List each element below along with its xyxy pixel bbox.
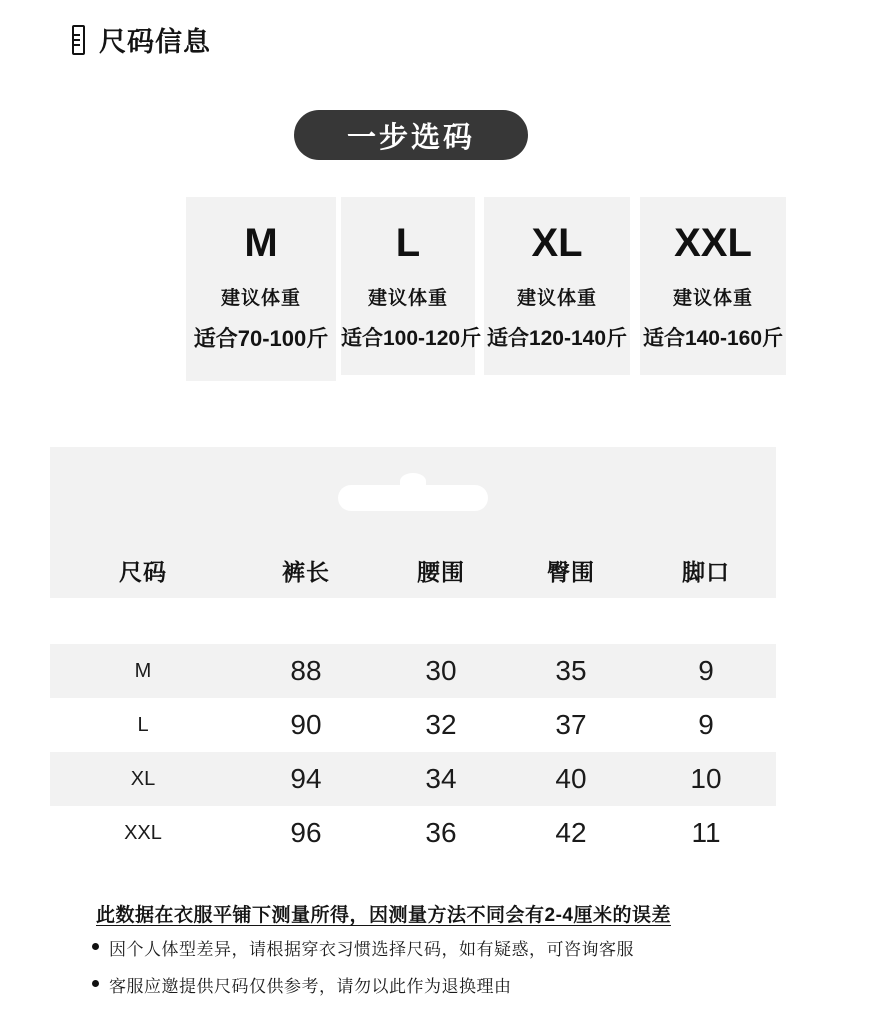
size-card-recommend-label: 建议体重: [367, 288, 448, 309]
page-header: [72, 20, 211, 59]
cell-waist: 30: [425, 655, 457, 686]
ruler-icon: [72, 25, 85, 55]
list-item: [92, 935, 792, 960]
banner-label: 一步选码: [346, 121, 475, 154]
list-item: [92, 972, 792, 997]
size-card-m[interactable]: [186, 197, 336, 381]
cell-hip: 40: [555, 763, 587, 794]
size-card-xxl[interactable]: [640, 197, 786, 375]
cell-size: XXL: [124, 821, 162, 844]
table-row: [50, 698, 776, 752]
size-card-code: L: [395, 221, 421, 265]
bullet-dot-icon: [92, 943, 99, 950]
cell-waist: 36: [425, 817, 457, 848]
size-card-weight-range: 适合140-160斤: [642, 327, 784, 350]
size-card-recommend-label: 建议体重: [672, 288, 753, 309]
size-card-code: XL: [531, 221, 583, 265]
cell-size: XL: [130, 767, 156, 790]
size-card-recommend-label: 建议体重: [516, 288, 597, 309]
table-spacer: [50, 598, 776, 644]
size-card-code: M: [244, 221, 278, 265]
column-header-waist: 腰围: [417, 558, 465, 585]
cell-hip: 37: [555, 709, 587, 740]
hanger-tag-graphic: [50, 447, 776, 542]
size-card-l[interactable]: [341, 197, 482, 375]
cell-cuff: 11: [691, 817, 721, 848]
column-header-cuff: 脚口: [682, 558, 730, 585]
hanger-hole: [338, 485, 488, 511]
size-card-weight-range: 适合70-100斤: [193, 326, 329, 351]
table-header-row: [50, 542, 776, 598]
page-title: 尺码信息: [99, 27, 211, 57]
cell-length: 94: [290, 763, 322, 794]
cell-waist: 32: [425, 709, 457, 740]
cell-length: 88: [290, 655, 322, 686]
note-text: 因个人体型差异，请根据穿衣习惯选择尺码，如有疑惑，可咨询客服: [109, 940, 634, 959]
cell-length: 96: [290, 817, 322, 848]
size-card-group: [186, 197, 786, 387]
column-header-hip: 臀围: [547, 558, 595, 585]
size-card-code: XXL: [674, 221, 752, 265]
measurement-note: 此数据在衣服平铺下测量所得，因测量方法不同会有2-4厘米的误差: [96, 905, 671, 926]
cell-hip: 42: [555, 817, 587, 848]
cell-hip: 35: [555, 655, 587, 686]
notes-list: [92, 935, 792, 1009]
size-table: [50, 542, 776, 860]
size-card-recommend-label: 建议体重: [220, 288, 301, 309]
column-header-length: 裤长: [282, 558, 330, 585]
cell-waist: 34: [425, 763, 457, 794]
cell-size: L: [137, 713, 149, 736]
cell-cuff: 9: [698, 655, 714, 686]
note-text: 客服应邀提供尺码仅供参考，请勿以此作为退换理由: [109, 977, 512, 996]
cell-length: 90: [290, 709, 322, 740]
size-card-xl[interactable]: [484, 197, 630, 375]
size-card-weight-range: 适合100-120斤: [341, 327, 482, 350]
table-row: [50, 644, 776, 698]
size-card-weight-range: 适合120-140斤: [486, 327, 628, 350]
cell-cuff: 10: [690, 763, 722, 794]
column-header-size: 尺码: [119, 558, 167, 585]
table-row: [50, 806, 776, 860]
table-row: [50, 752, 776, 806]
one-step-size-banner: [294, 110, 528, 160]
cell-size: M: [134, 659, 152, 682]
bullet-dot-icon: [92, 980, 99, 987]
cell-cuff: 9: [698, 709, 714, 740]
